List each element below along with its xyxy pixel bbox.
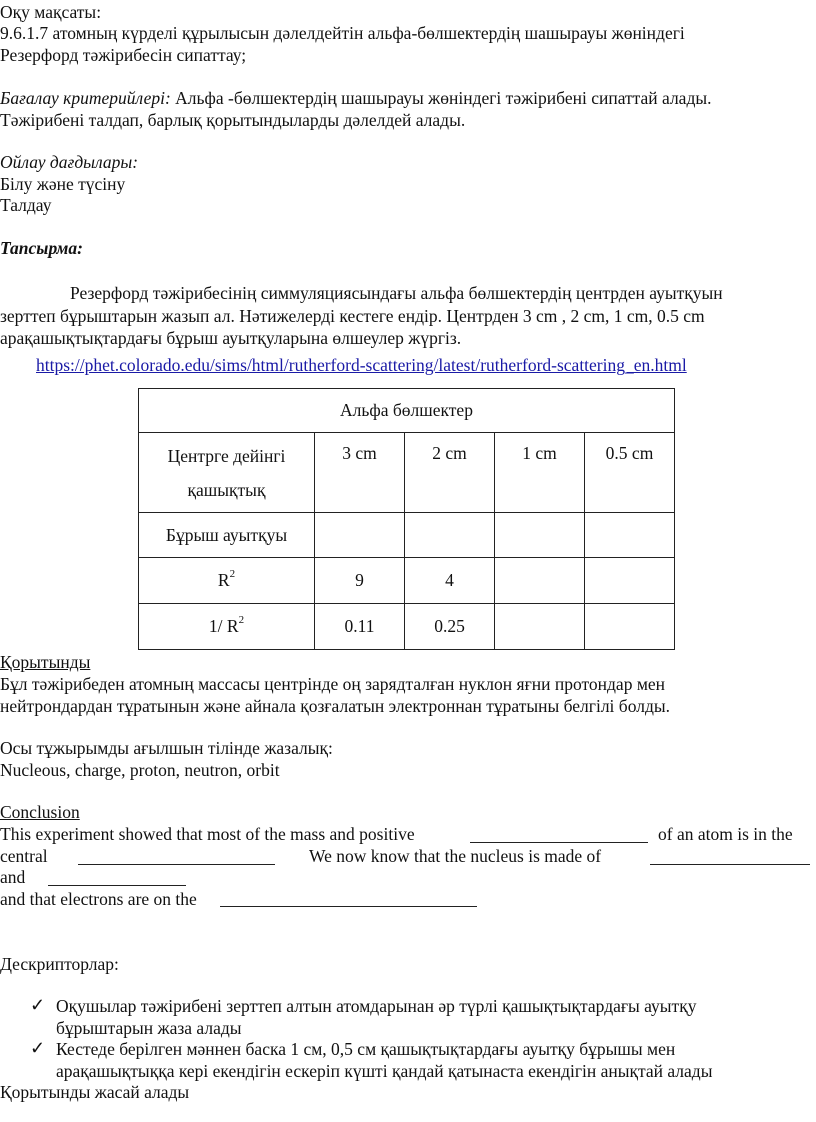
blank-electron-location[interactable] (220, 890, 477, 907)
english-words: Nucleous, charge, proton, neutron, orbit (0, 760, 280, 780)
angle-cell-2[interactable] (405, 513, 495, 558)
criteria-label: Бағалау критерийлері: (0, 88, 171, 108)
angle-label: Бұрыш ауытқуы (139, 513, 315, 558)
phet-simulation-link[interactable]: https://phet.colorado.edu/sims/html/rutherford-scattering/latest/rutherford-scattering_en.html (36, 355, 687, 375)
blank-nucleus-part-2[interactable] (48, 869, 186, 886)
table-row-distance (139, 433, 675, 513)
blank-nucleus-part-1[interactable] (650, 848, 810, 865)
r2-cell-1: 9 (315, 558, 405, 604)
english-prompt: Осы тұжырымды ағылшын тілінде жазалық: (0, 738, 333, 758)
task-para-line-2: зерттеп бұрыштарын жазып ал. Нәтижелерді кестеге ендір. Центрден 3 cm , 2 cm, 1 cm, 0.5 cm (0, 306, 705, 326)
descriptors-heading: Дескрипторлар: (0, 954, 119, 974)
thinking-item-1: Білу және түсіну (0, 174, 126, 194)
inverse-r2-label (139, 604, 315, 650)
distance-label-line-2: қашықтық (187, 479, 266, 500)
blank-central-part[interactable] (78, 848, 275, 865)
r2-cell-2: 4 (405, 558, 495, 604)
descriptor-1-line-2: бұрыштарын жаза алады (56, 1018, 242, 1038)
conclusion-kz-line-2: нейтрондардан тұратынын және айнала қозғалатын электроннан тұратыны белгілі болды. (0, 696, 670, 716)
conclusion-en-line-2a: central (0, 846, 48, 866)
task-para-line-3: арақашықтықтардағы бұрыш ауытқуларына өлшеулер жүргіз. (0, 328, 462, 348)
task-heading: Тапсырма: (0, 238, 83, 258)
inverse-r2-label-text: 1/ R (208, 616, 239, 636)
r2-cell-3[interactable] (495, 558, 585, 604)
objectives-line-1: 9.6.1.7 атомның күрделі құрылысын дәлелдейтін альфа-бөлшектердің шашырауы жөніндегі (0, 23, 685, 43)
table-header-row (139, 389, 675, 433)
distance-label-line-1: Центрге дейінгі (167, 445, 286, 466)
descriptor-2-line-2: арақашықтыққа кері екендігін ескеріп күшті қандай қатынаста екендігін анықтай алады (56, 1061, 713, 1081)
inverse-r2-label-sup: 2 (238, 614, 245, 627)
r2-cell-4[interactable] (585, 558, 675, 604)
r2-label (139, 558, 315, 604)
table-row-r2 (139, 558, 675, 604)
conclusion-kz-line-1: Бұл тәжірибеден атомның массасы центрінде оң зарядталған нуклон яғни протондар мен (0, 674, 666, 694)
conclusion-en-line-2b: We now know that the nucleus is made of (309, 846, 602, 866)
conclusion-en-line-4: and that electrons are on the (0, 889, 197, 909)
conclusion-en-line-1a: This experiment showed that most of the mass and positive (0, 824, 415, 844)
inverse-r2-cell-4[interactable] (585, 604, 675, 650)
distance-cell-05cm: 0.5 cm (585, 433, 675, 513)
thinking-label: Ойлау дағдылары: (0, 152, 139, 172)
table-header: Альфа бөлшектер (139, 389, 675, 433)
inverse-r2-cell-1: 0.11 (315, 604, 405, 650)
task-para-line-1: Резерфорд тәжірибесінің симмуляциясындағы альфа бөлшектердің центрден ауытқуын (70, 283, 723, 303)
r2-label-sup: 2 (229, 568, 236, 581)
check-icon: ✓ (30, 995, 46, 1015)
blank-positive-charge[interactable] (470, 826, 648, 843)
conclusion-en-line-3: and (0, 867, 26, 887)
distance-label (139, 433, 315, 513)
conclusion-en-heading: Conclusion (0, 802, 80, 822)
inverse-r2-cell-2: 0.25 (405, 604, 495, 650)
descriptor-2-line-1: Кестеде берілген мәннен баска 1 см, 0,5 см қашықтықтардағы ауытқу бұрышы мен (56, 1039, 676, 1059)
descriptors-tail: Қорытынды жасай алады (0, 1082, 190, 1102)
distance-cell-3cm: 3 cm (315, 433, 405, 513)
objectives-heading: Оқу мақсаты: (0, 2, 102, 22)
conclusion-kz-heading: Қорытынды (0, 652, 91, 672)
criteria-text-1: Альфа -бөлшектердің шашырауы жөніндегі тәжірибені сипаттай алады. (170, 88, 712, 108)
measurement-table (138, 388, 675, 650)
angle-cell-4[interactable] (585, 513, 675, 558)
criteria-line-1 (0, 88, 711, 109)
table-row-inverse-r2 (139, 604, 675, 650)
inverse-r2-cell-3[interactable] (495, 604, 585, 650)
thinking-item-2: Талдау (0, 195, 52, 215)
criteria-line-2: Тәжірибені талдап, барлық қорытындыларды дәлелдей алады. (0, 110, 466, 130)
conclusion-en-line-1b: of an atom is in the (658, 824, 793, 844)
descriptor-1-line-1: Оқушылар тәжірибені зерттеп алтын атомдарынан әр түрлі қашықтықтардағы ауытқу (56, 996, 697, 1016)
distance-cell-1cm: 1 cm (495, 433, 585, 513)
r2-label-text: R (217, 570, 230, 590)
angle-cell-1[interactable] (315, 513, 405, 558)
table-row-angle (139, 513, 675, 558)
angle-cell-3[interactable] (495, 513, 585, 558)
objectives-line-2: Резерфорд тәжірибесін сипаттау; (0, 45, 247, 65)
distance-cell-2cm: 2 cm (405, 433, 495, 513)
check-icon: ✓ (30, 1038, 46, 1058)
